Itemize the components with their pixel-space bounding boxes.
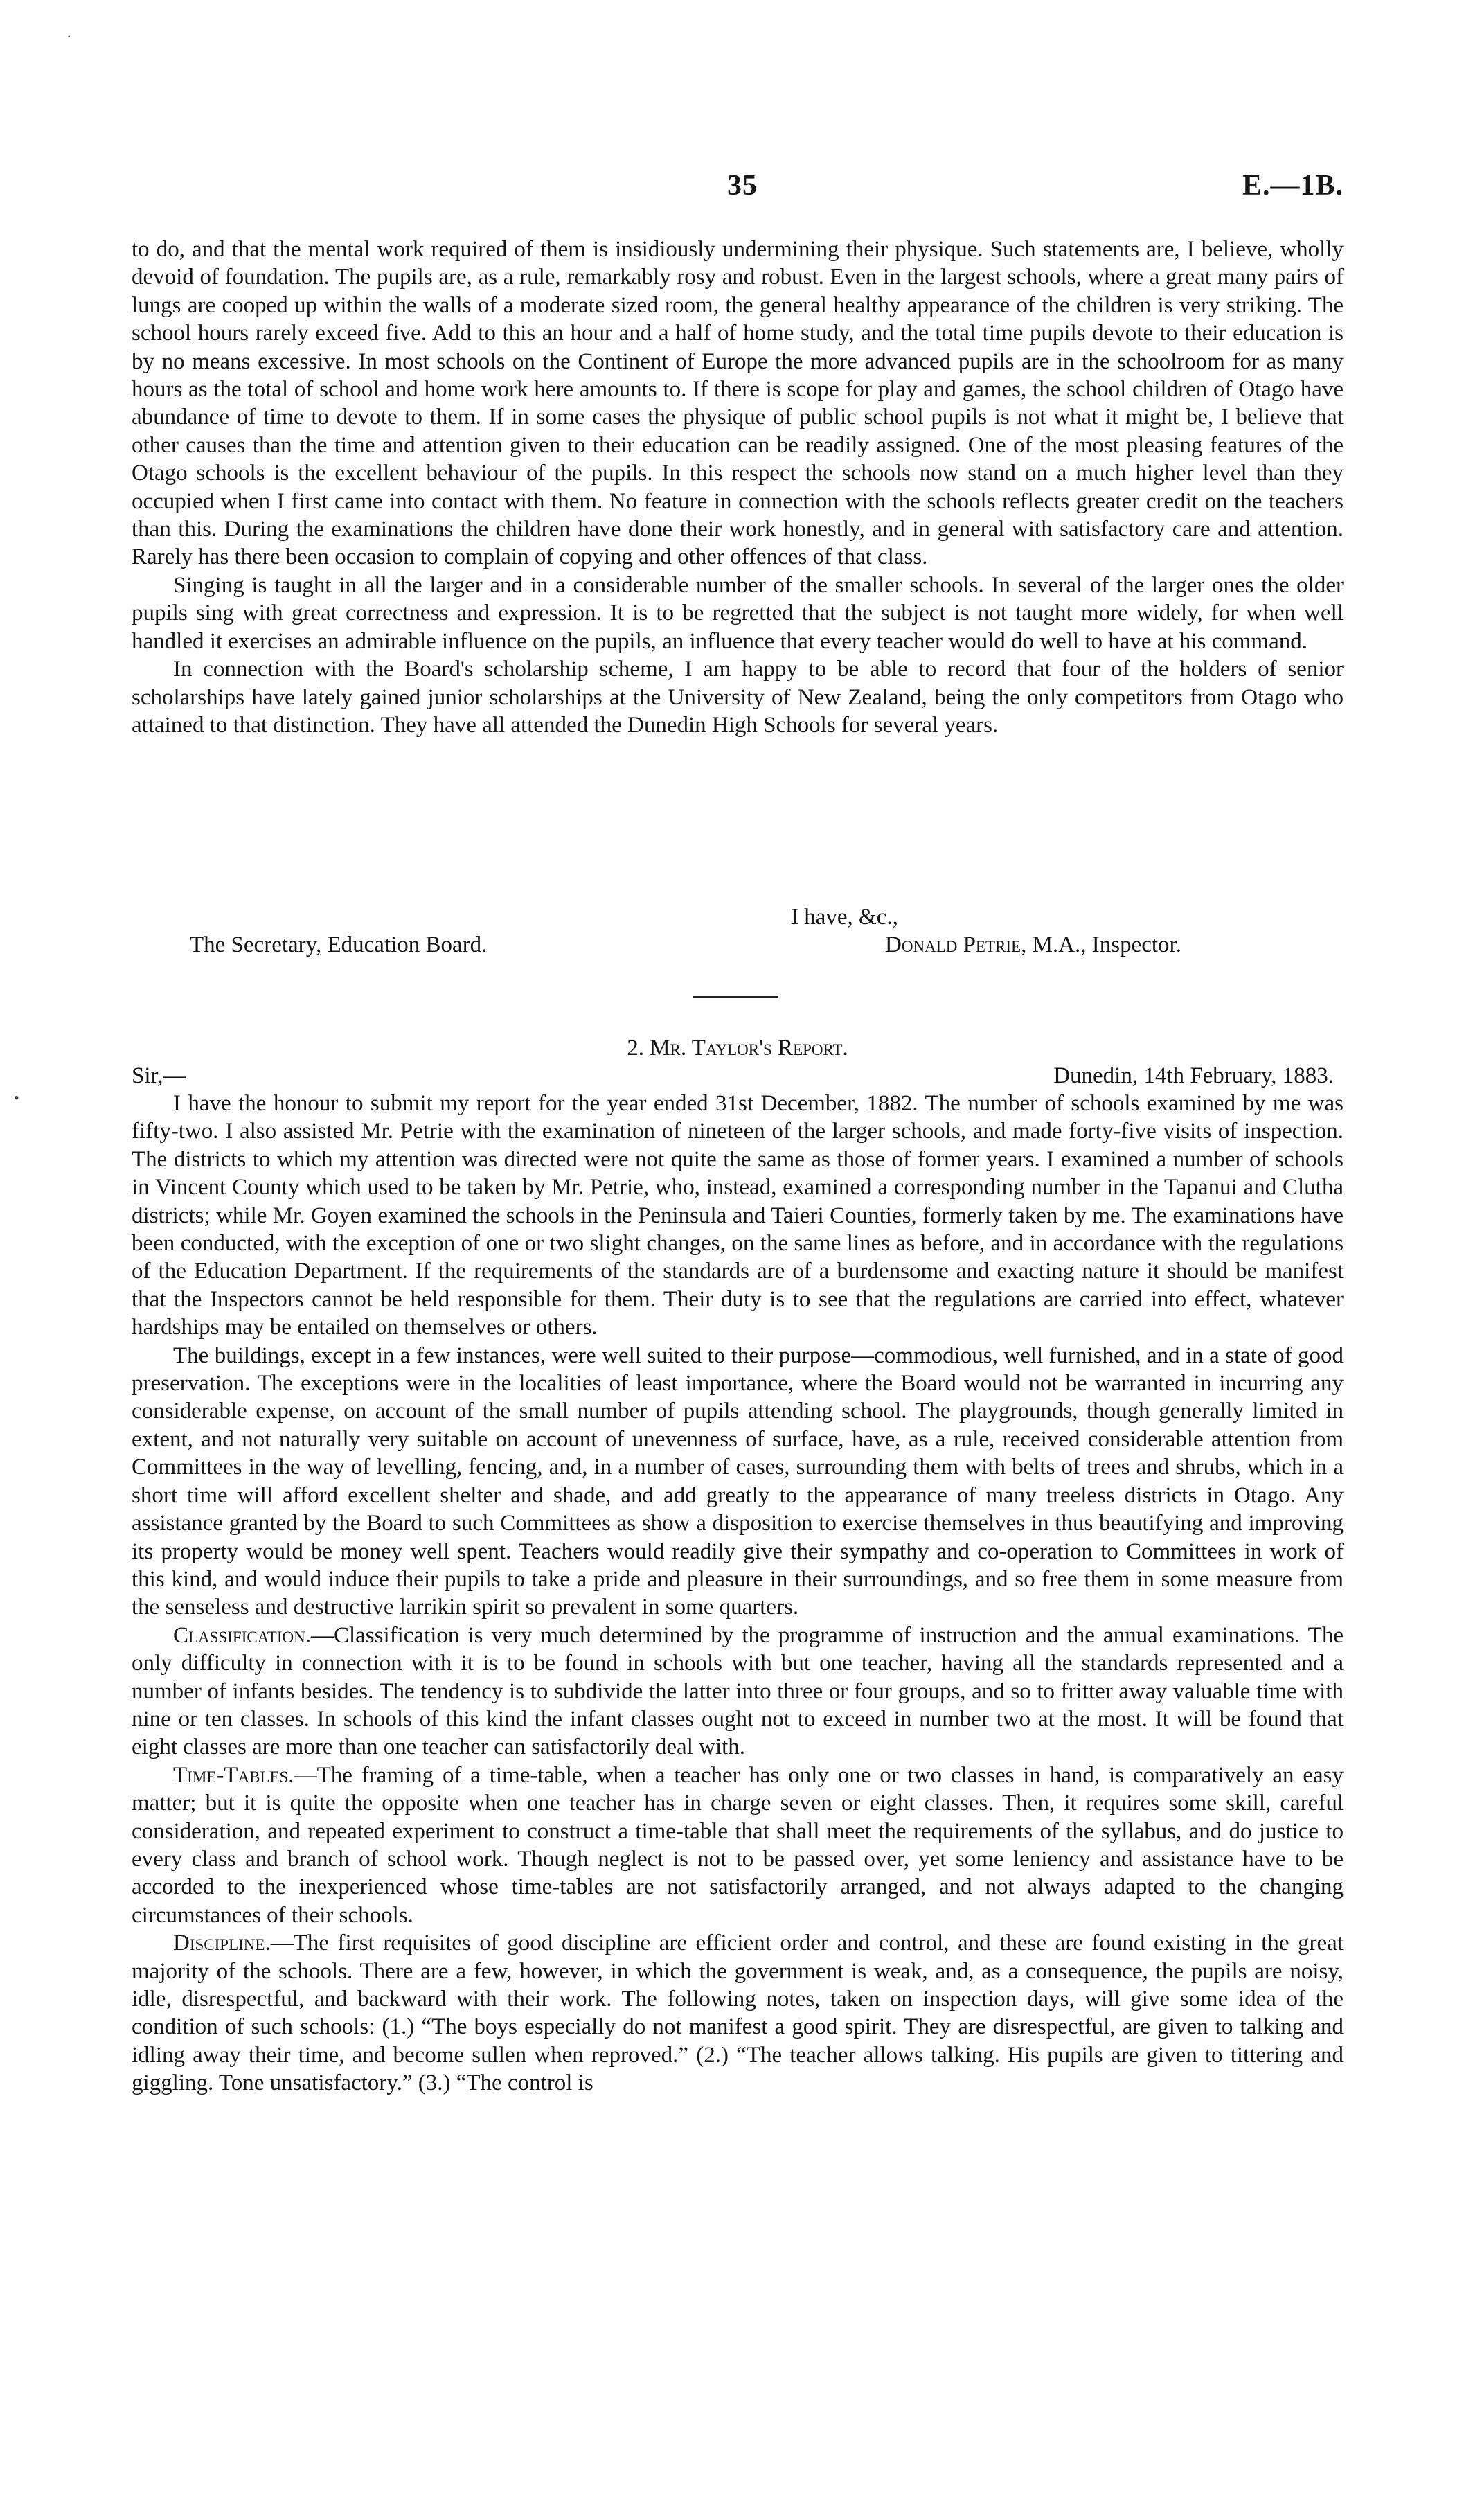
inspector-report-continuation [132,236,1344,739]
closing-line: I have, &c., [791,905,898,930]
addressee: The Secretary, Education Board. [190,932,488,957]
run-in-heading: Time-Tables. [173,1762,294,1788]
paragraph: to do, and that the mental work required of them is insidiously undermining their physique. Such statements are, I believe, wholly devoid of foundation. The pupils are, as a rule, remarkably rosy and robust. Even in the largest schools, where a great many pairs of lungs are cooped up within the walls of a moderate sized room, the general healthy appearance of the children is very striking. The school hours rarely exceed five. Add to this an hour and a half of home study, and the total time pupils devote to their education is by no means excessive. In most schools on the Continent of Europe the more advanced pupils are in the schoolroom for as many hours as the total of school and home work here amounts to. If there is scope for play and games, the school children of Otago have abundance of time to devote to them. If in some cases the physique of public school pupils is not what it might be, I believe that other causes than the time and attention given to their education can be readily assigned. One of the most pleasing features of the Otago schools is the excellent behaviour of the pupils. In this respect the schools now stand on a much higher level than they occupied when I first came into contact with them. No feature in connection with the schools reflects greater credit on the teachers than this. During the examinations the children have done their work honestly, and in general with satisfactory care and attention. Rarely has there been occasion to complain of copying and other offences of that class. [132,237,1344,570]
margin-speck: • [14,1089,19,1106]
paragraph-classification [132,1622,1344,1762]
page-header [132,169,1344,211]
paragraph [132,1090,1344,1342]
salutation: Sir,— [132,1063,186,1088]
margin-speck: · [66,28,72,45]
signature-title: , M.A., Inspector. [1021,932,1181,957]
run-in-heading: Classification. [173,1622,311,1648]
paragraph-text: The buildings, except in a few instances, were well suited to their purpose—commodious, well furnished, and in a state of good preservation. The exceptions were in the localities of least importance, where the Board would not be warranted in incurring any considerable expense, on account of the small number of pupils attending school. The playgrounds, though generally limited in extent, and not naturally very suitable on account of unevenness of surface, have, as a rule, received considerable attention from Committees in the way of levelling, fencing, and, in a number of cases, surrounding them with belts of trees and shrubs, which in a short time will afford excellent shelter and shade, and add greatly to the appearance of many treeless districts in Otago. Any assistance granted by the Board to such Committees as show a disposition to exercise themselves in thus beautifying and improving its property would be money well spent. Teachers would readily give their sympathy and co-operation to Committees in work of this kind, and would induce their pupils to take a pride and pleasure in their surroundings, and so free them in some measure from the senseless and destructive larrikin spirit so prevalent in some quarters. [132,1342,1344,1620]
paragraph: Singing is taught in all the larger and in a considerable number of the smaller schools. In several of the larger ones the older pupils sing with great correctness and expression. It is to be regretted that the subject is not taught more widely, for when well handled it exercises an admirable influence on the pupils, an influence that every teacher would do well to have at his command. [132,572,1344,654]
paragraph-text: —The first requisites of good discipline are efficient order and control, and these are found existing in the great majority of the schools. There are a few, however, in which the government is weak, and, as a consequence, the pupils are noisy, idle, disrespectful, and backward with their work. The following notes, taken on inspection days, will give some idea of the condition of such schools: (1.) “The boys especially do not manifest a good spirit. They are disrespectful, are given to talking and idling away their time, and become sullen when reproved.” (2.) “The teacher allows talking. His pupils are given to tittering and giggling. Tone unsatisfactory.” (3.) “The control is [132,1931,1344,2096]
paragraph [132,1342,1344,1622]
page-reference: E.—1B. [1242,170,1344,202]
paragraph-text: —The framing of a time-table, when a teacher has only one or two classes in hand, is comparatively an easy matter; but it is quite the opposite when one teacher has in charge seven or eight classes. Then, it requires some skill, careful consideration, and repeated experiment to construct a time-table that shall meet the requirements of the syllabus, and do justice to every class and branch of school work. Though neglect is not to be passed over, yet some leniency and assistance have to be accorded to the inexperienced whose time-tables are not satisfactorily arranged, and not always adapted to the changing circumstances of their schools. [132,1762,1344,1928]
paragraph-text: —Classification is very much determined by the programme of instruction and the annual examinations. The only difficulty in connection with it is to be found in schools with but one teacher, having all the standards represented and a number of infants besides. The tendency is to subdivide the latter into three or four groups, and so to fritter away valuable time with nine or ten classes. In schools of this kind the infant classes ought not to exceed in number two at the most. It will be found that eight classes are more than one teacher can satisfactorily deal with. [132,1622,1344,1760]
paragraph-time-tables [132,1762,1344,1929]
taylor-report-body [132,1090,1344,2097]
signature [885,931,1181,959]
signature-name: Donald Petrie [885,932,1021,957]
run-in-heading: Discipline. [173,1931,271,1956]
paragraph-discipline [132,1929,1344,2097]
section-divider [693,996,778,998]
dateline: Dunedin, 14th February, 1883. [1053,1063,1334,1088]
page-number: 35 [727,170,758,202]
paragraph-text: I have the honour to submit my report for the year ended 31st December, 1882. The number of schools examined by me was fifty-two. I also assisted Mr. Petrie with the examination of nineteen of the larger schools, and made forty-five visits of inspection. The districts to which my attention was directed were not quite the same as those of former years. I examined a number of schools in Vincent County which used to be taken by Mr. Petrie, who, instead, examined a corresponding number in the Tapanui and Clutha districts; while Mr. Goyen examined the schools in the Peninsula and Taieri Counties, formerly taken by me. The examinations have been conducted, with the exception of one or two slight changes, on the same lines as before, and in accordance with the regulations of the Education Department. If the requirements of the standards are of a burdensome and exacting nature it should be manifest that the Inspectors cannot be held responsible for them. Their duty is to see that the regulations are carried into effect, whatever hardships may be entailed on themselves or others. [132,1091,1344,1340]
paragraph: In connection with the Board's scholarship scheme, I am happy to be able to record that four of the holders of senior scholarships have lately gained junior scholarships at the University of New Zealand, being the only competitors from Otago who attained to that distinction. They have all attended the Dunedin High Schools for several years. [132,657,1344,738]
section-title: 2. Mr. Taylor's Report. [627,1036,848,1061]
